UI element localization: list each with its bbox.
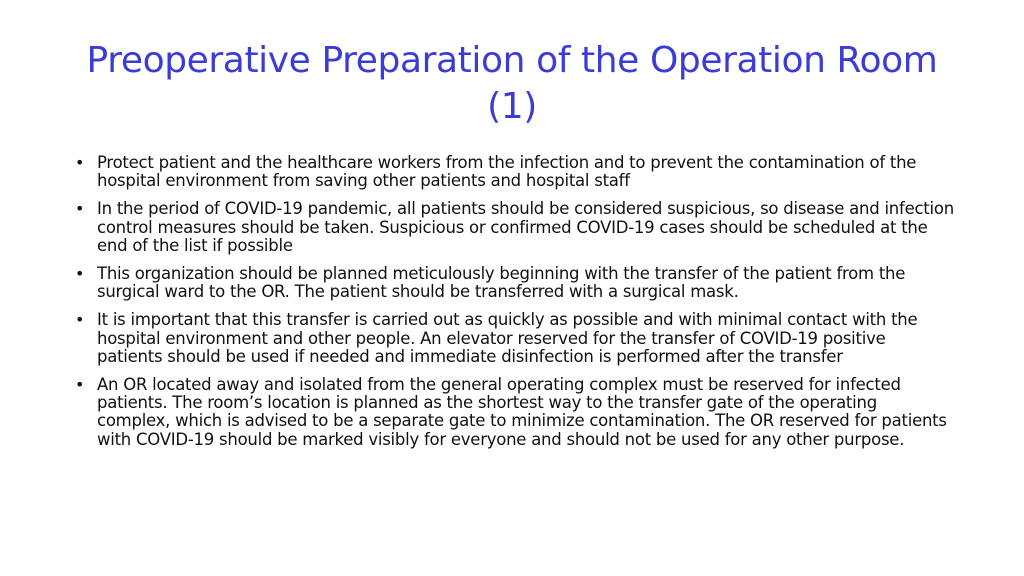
bullet-text: This organization should be planned meticulously beginning with the transfer of the patient from the surgical ward to the OR. The patient should be transferred with a surgical mask. (97, 264, 906, 302)
bullet-dot: • (75, 153, 85, 172)
bullet-item (70, 376, 955, 449)
bullet-item (70, 265, 955, 301)
slide-title: Preoperative Preparation of the Operation Room (1) (86, 40, 938, 127)
bullet-text: It is important that this transfer is carried out as quickly as possible and with minimal contact with the hospital environment and other people. An elevator reserved for the transfer of COVID-19 positive patients should be used if needed and immediate disinfection is performed after the transfer (97, 310, 918, 366)
bullet-item (70, 200, 955, 255)
bullet-dot: • (75, 264, 85, 284)
bullet-dot: • (75, 310, 85, 330)
bullet-text: An OR located away and isolated from the general operating complex must be reserved for infected patients. The room’s location is planned as the shortest way to the transfer gate of the operating complex, which is advised to be a separate gate to minimize contamination. The OR reserved for patients with COVID-19 should be marked visibly for everyone and should not be used for any other purpose. (97, 375, 947, 449)
bullet-dot: • (75, 199, 85, 219)
bullet-item (70, 311, 955, 366)
bullet-item (70, 154, 955, 190)
bullet-dot: • (75, 375, 85, 395)
bullet-list (70, 154, 955, 459)
bullet-text: In the period of COVID-19 pandemic, all patients should be considered suspicious, so disease and infection control measures should be taken. Suspicious or confirmed COVID-19 cases should be scheduled at the end of the list if possible (97, 199, 954, 255)
bullet-text: Protect patient and the healthcare workers from the infection and to prevent the contamination of the hospital environment from saving other patients and hospital staff (97, 153, 917, 191)
